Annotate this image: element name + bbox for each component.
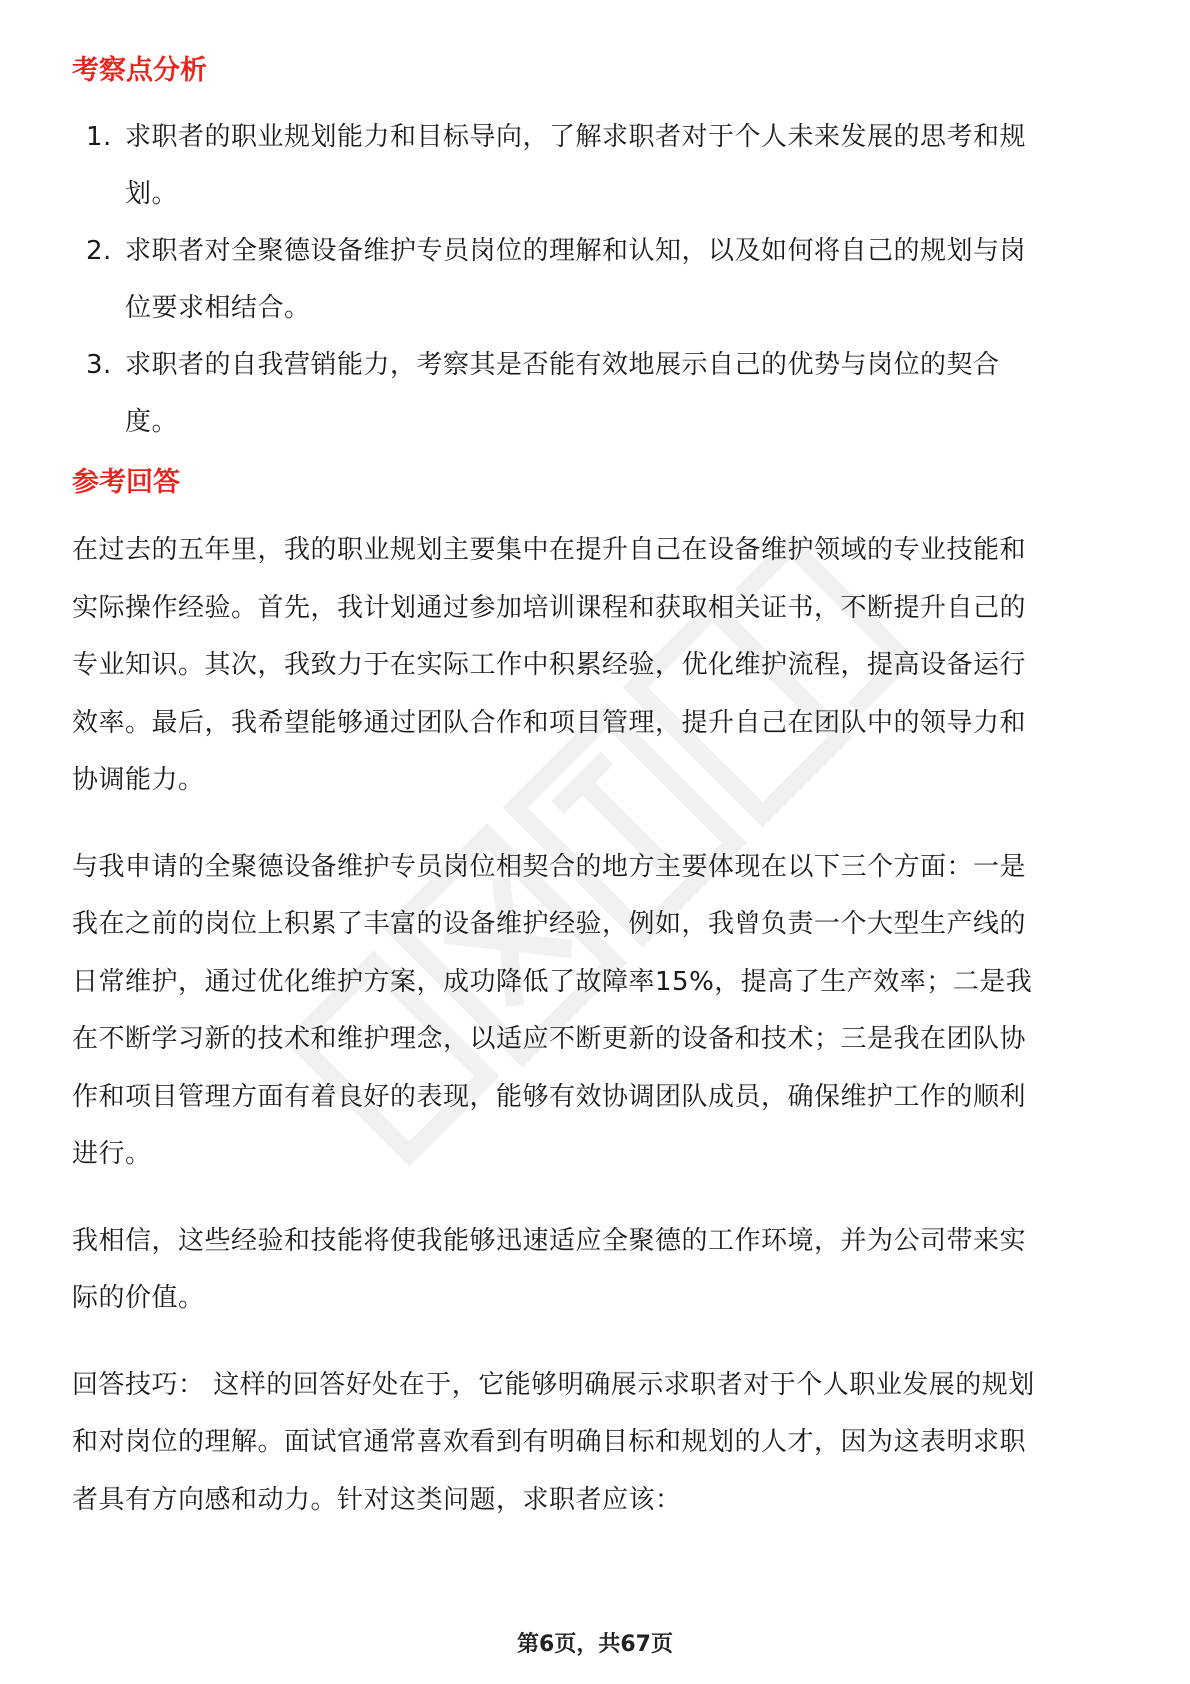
paragraph-line: 实际操作经验。首先，我计划通过参加培训课程和获取相关证书，不断提升自己的 bbox=[72, 592, 1027, 623]
paragraph-line: 日常维护，通过优化维护方案，成功降低了故障率15%，提高了生产效率；二是我 bbox=[72, 966, 1033, 997]
answer-paragraph bbox=[72, 522, 1122, 810]
list-item bbox=[72, 223, 1122, 337]
list-item-text: 求职者对全聚德设备维护专员岗位的理解和认知，以及如何将自己的规划与岗 bbox=[125, 236, 1027, 266]
list-number: 3. bbox=[86, 350, 112, 380]
paragraph-line: 作和项目管理方面有着良好的表现，能够有效协调团队成员，确保维护工作的顺利 bbox=[72, 1081, 1027, 1112]
paragraph-line: 进行。 bbox=[72, 1139, 152, 1169]
tips-paragraph bbox=[72, 1357, 1122, 1530]
paragraph-line: 回答技巧： 这样的回答好处在于，它能够明确展示求职者对于个人职业发展的规划 bbox=[72, 1369, 1035, 1400]
paragraph-line: 际的价值。 bbox=[72, 1283, 205, 1313]
paragraph-line: 与我申请的全聚德设备维护专员岗位相契合的地方主要体现在以下三个方面：一是 bbox=[72, 851, 1027, 882]
list-item bbox=[72, 337, 1122, 451]
list-item-text: 求职者的自我营销能力，考察其是否能有效地展示自己的优势与岗位的契合 bbox=[125, 350, 1000, 380]
list-item bbox=[72, 109, 1122, 223]
paragraph-line: 专业知识。其次，我致力于在实际工作中积累经验，优化维护流程，提高设备运行 bbox=[72, 650, 1027, 680]
page-content bbox=[72, 48, 1122, 1529]
paragraph-line: 者具有方向感和动力。针对这类问题，求职者应该： bbox=[72, 1484, 682, 1515]
list-number: 1. bbox=[86, 122, 112, 152]
paragraph-line: 在不断学习新的技术和维护理念，以适应不断更新的设备和技术；三是我在团队协 bbox=[72, 1024, 1027, 1054]
answer-paragraph bbox=[72, 1213, 1122, 1328]
list-item-text: 度。 bbox=[125, 407, 179, 437]
list-item-text: 位要求相结合。 bbox=[125, 293, 311, 323]
answer-paragraph bbox=[72, 839, 1122, 1184]
list-number: 2. bbox=[86, 236, 112, 266]
paragraph-line: 在过去的五年里，我的职业规划主要集中在提升自己在设备维护领域的专业技能和 bbox=[72, 535, 1027, 565]
analysis-list bbox=[72, 109, 1122, 451]
paragraph-line: 协调能力。 bbox=[72, 765, 205, 795]
answer-heading: 参考回答 bbox=[72, 467, 180, 498]
analysis-heading: 考察点分析 bbox=[72, 55, 207, 86]
paragraph-line: 我在之前的岗位上积累了丰富的设备维护经验，例如，我曾负责一个大型生产线的 bbox=[72, 909, 1027, 939]
paragraph-line: 效率。最后，我希望能够通过团队合作和项目管理，提升自己在团队中的领导力和 bbox=[72, 707, 1027, 738]
paragraph-line: 和对岗位的理解。面试官通常喜欢看到有明确目标和规划的人才，因为这表明求职 bbox=[72, 1427, 1027, 1457]
paragraph-line: 我相信，这些经验和技能将使我能够迅速适应全聚德的工作环境，并为公司带来实 bbox=[72, 1225, 1027, 1256]
list-item-text: 求职者的职业规划能力和目标导向，了解求职者对于个人未来发展的思考和规 bbox=[125, 122, 1027, 152]
page-footer: 第6页，共67页 bbox=[517, 1632, 673, 1657]
list-item-text: 划。 bbox=[125, 179, 179, 209]
